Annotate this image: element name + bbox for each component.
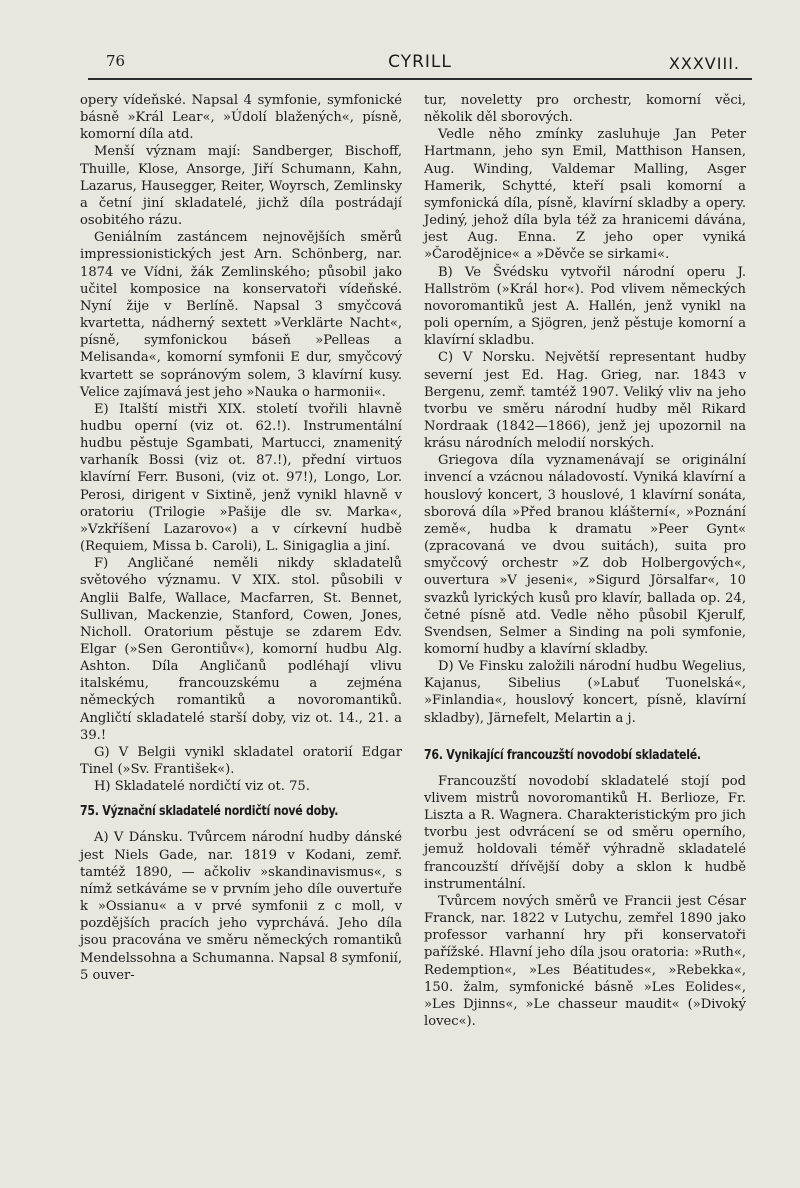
section-heading: 75. Význační skladatelé nordičtí nové doby. xyxy=(80,804,339,820)
paragraph: opery vídeňské. Napsal 4 symfonie, symfonické básně »Král Lear«, »Údolí blažených«, písně, komorní díla atd. xyxy=(80,93,402,143)
paragraph: F) Angličané neměli nikdy skladatelů světového významu. V XIX. stol. působili v Anglii Balfe, Wallace, Macfarren, St. Bennet, Sullivan, Mackenzie, Stanford, Cowen, Jones, Nicholl. Oratorium pěstuje se zdarem Edv. Elgar (»Sen Gerontiův«), komorní hudbu Alg. Ashton. Díla Angličanů podléhají vlivu italskému, francouzskému a zejména německých romantiků a novoromantiků. Angličtí skladatelé starší doby, viz ot. 14., 21. a 39.! xyxy=(80,556,402,743)
paragraph: G) V Belgii vynikl skladatel oratorií Edgar Tinel (»Sv. František«). xyxy=(80,744,402,778)
right-column xyxy=(424,92,746,1030)
paragraph: D) Ve Finsku založili národní hudbu Wegelius, Kajanus, Sibelius (»Labuť Tuonelská«, »Finlandia«, houslový koncert, písně, klavírní skladby), Järnefelt, Melartin a j. xyxy=(424,659,746,726)
page-header xyxy=(88,46,752,80)
paragraph: Griegova díla vyznamenávají se originální invencí a vzácnou náladovostí. Vyniká klavírní a houslový koncert, 3 houslové, 1 klavírní sonáta, sborová díla »Před branou klášterní«, »Poznání země«, hudba k dramatu »Peer Gynt« (zpracovaná ve dvou suitách), suita pro smyčcový orchestr »Z dob Holbergových«, ouvertura »V jeseni«, »Sigurd Jörsalfar«, 10 svazků lyrických kusů pro klavír, ballada op. 24, četné písně atd. Vedle něho působil Kjerulf, Svendsen, Selmer a Sinding na poli symfonie, komorní hudby a klavírní skladby. xyxy=(424,453,746,657)
paragraph: tur, noveletty pro orchestr, komorní věci, několik děl sborových. xyxy=(424,93,746,126)
paragraph: Geniálním zastáncem nejnovějších směrů impressionistických jest Arn. Schönberg, nar. 1874 ve Vídni, žák Zemlinského; působil jako učitel komposice na konservatoři vídeňské. Nyní žije v Berlíně. Napsal 3 smyčcová kvartetta, nádherný sextett »Verklärte Nacht«, písně, symfonickou báseň »Pelleas a Melisanda«, komorní symfonii E dur, smyčcový kvartett se sopránovým solem, 3 klavírní kusy. Velice zajímavá jest jeho »Nauka o harmonii«. xyxy=(80,230,402,400)
paragraph: C) V Norsku. Největší representant hudby severní jest Ed. Hag. Grieg, nar. 1843 v Bergenu, zemř. tamtéž 1907. Veliký vliv na jeho tvorbu ve směru národní hudby měl Rikard Nordraak (1842—1866), jenž jej upozornil na krásu národních melodií norských. xyxy=(424,350,746,452)
paragraph: Menší význam mají: Sandberger, Bischoff, Thuille, Klose, Ansorge, Jiří Schumann, Kahn, Lazarus, Hausegger, Reiter, Woyrsch, Zemlinsky a četní jiní skladatelé, jichž díla postrádají osobitého rázu. xyxy=(80,144,402,229)
paragraph: B) Ve Švédsku vytvořil národní operu J. Hallström (»Král hor«). Pod vlivem německých novoromantiků jest A. Hallén, jenž vynikl na poli operním, a Sjögren, jenž pěstuje komorní a klavírní skladbu. xyxy=(424,264,746,349)
paragraph: E) Italští mistři XIX. století tvořili hlavně hudbu operní (viz ot. 62.!). Instrumentální hudbu pěstuje Sgambati, Martucci, znamenitý varhaník Bossi (viz ot. 87.!), přední virtuos klavírní Ferr. Busoni, (viz ot. 97!), Longo, Lor. Perosi, dirigent v Sixtině, jenž vynikl hlavně v oratoriu (Trilogie »Pašije dle sv. Marka«, »Vzkříšení Lazarovo«) a v církevní hudbě (Requiem, Missa b. Caroli), L. Sinigaglia a jiní. xyxy=(80,401,402,555)
paragraph: Tvůrcem nových směrů ve Francii jest César Franck, nar. 1822 v Lutychu, zemřel 1890 jako professor varhanní hry při konservatoři pařížské. Hlavní jeho díla jsou oratoria: »Ruth«, Redemption«, »Les Béatitudes«, »Rebekka«, 150. žalm, symfonické básně »Les Eolides«, »Les Djinns«, »Le chasseur maudit« (»Divoký lovec«). xyxy=(424,893,746,1029)
left-column xyxy=(80,92,402,984)
page-number: 76 xyxy=(106,52,126,70)
paragraph: H) Skladatelé nordičtí viz ot. 75. xyxy=(94,779,310,795)
running-title: CYRILL xyxy=(388,52,452,72)
paragraph: Francouzští novodobí skladatelé stojí pod vlivem mistrů novoromantiků H. Berlioze, Fr. Liszta a R. Wagnera. Charakteristickým pro jich tvorbu jest odvrácení se od směru operního, jemuž holdovali téměř výhradně skladatelé francouzští dřívější doby a sklon k hudbě instrumentální. xyxy=(424,773,746,892)
paragraph: Vedle něho zmínky zasluhuje Jan Peter Hartmann, jeho syn Emil, Matthison Hansen, Aug. Winding, Valdemar Malling, Asger Hamerik, Schytté, kteří psali komorní a symfonická díla, písně, klavírní skladby a opery. Jediný, jehož díla byla též za hranicemi dávána, jest Aug. Enna. Z jeho oper vyniká »Čarodějnice« a »Děvče se sirkami«. xyxy=(424,127,746,263)
section-heading: 76. Vynikající francouzští novodobí skladatelé. xyxy=(424,747,701,763)
volume-number: XXXVIII. xyxy=(668,54,740,73)
paragraph: A) V Dánsku. Tvůrcem národní hudby dánské jest Niels Gade, nar. 1819 v Kodani, zemř. tamtéž 1890, — ačkoliv »skandinavismus«, s nímž setkáváme se v prvním jeho díle ouvertuře k »Ossianu« a v prvé symfonii z c moll, v pozdějších pracích jeho vyprchává. Jeho díla jsou pracována ve směru německých romantiků Mendelssohna a Schumanna. Napsal 8 symfonií, 5 ouver- xyxy=(80,830,402,983)
